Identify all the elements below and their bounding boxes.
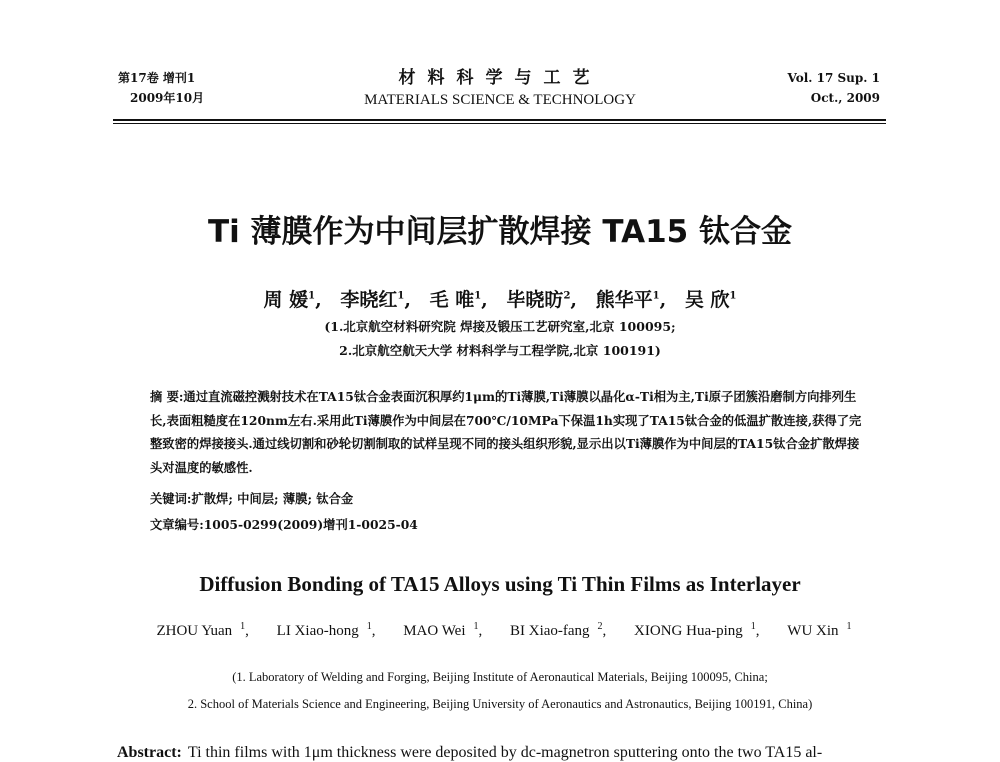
affiliation-en-2: 2. School of Materials Science and Engineering, Beijing University of Aeronautics and Astronautics, Beijing 100191, China) (187, 697, 813, 711)
author-en: ZHOU Yuan $^1$, (156, 621, 249, 639)
author-cn: 周 媛$^1$, (263, 289, 322, 311)
author-en: LI Xiao-hong $^1$, (276, 621, 376, 639)
abstract-cn-text: 通过直流磁控溅射技术在TA15钛合金表面沉积厚约1μm的Ti薄膜,Ti薄膜以晶化α-Ti相为主,Ti原子团簇沿磨制方向排列生长,表面粗糙度在120nm左右.采用此Ti薄膜作为中间层在700℃/10MPa下保温1h实现了TA15钛合金的低温扩散连接,获得了完整致密的焊接接头.通过线切割和砂轮切割制取的试样呈现不同的接头组织形貌,显示出以Ti薄膜作为中间层的TA15钛合金扩散焊接头对温度的敏感性. (150, 389, 862, 475)
author-cn: 李晓红$^1$, (340, 289, 411, 311)
author-en: XIONG Hua-ping $^1$, (634, 621, 760, 639)
affiliation-en-1: (1. Laboratory of Welding and Forging, Beijing Institute of Aeronautical Materials, Beijing 100095, China; (232, 670, 768, 684)
article-number (150, 515, 870, 533)
author-list-cn (0, 285, 1000, 312)
keywords-cn (150, 489, 870, 507)
article-number-label: 文章编号: (150, 517, 204, 532)
author-cn: 熊华平$^1$, (595, 289, 667, 311)
abstract-cn-label: 摘 要: (150, 389, 184, 404)
volume-en: Vol. 17 Sup. 1 (787, 71, 880, 85)
journal-title-cn: 材料科学与工艺 (398, 68, 602, 88)
paper-title-en: Diffusion Bonding of TA15 Alloys using Ti Thin Films as Interlayer (199, 572, 801, 596)
journal-title-en: MATERIALS SCIENCE & TECHNOLOGY (364, 92, 636, 108)
keywords-cn-label: 关键词: (150, 491, 192, 506)
article-number-text: 1005-0299(2009)增刊1-0025-04 (203, 517, 418, 532)
header-rule-bottom (113, 123, 886, 124)
date-en: Oct., 2009 (810, 91, 880, 105)
author-en: MAO Wei $^1$, (403, 621, 483, 639)
author-en: BI Xiao-fang $^2$, (509, 621, 607, 639)
header-volume-en (788, 68, 881, 108)
abstract-en (117, 744, 887, 762)
author-en: WU Xin $^1$ (787, 621, 852, 639)
author-cn: 毕晓昉$^2$, (506, 289, 578, 311)
author-list-en (0, 623, 1000, 640)
abstract-en-label: Abstract: (117, 744, 182, 761)
abstract-cn (150, 385, 870, 479)
author-cn: 毛 唯$^1$, (429, 289, 488, 311)
affiliation-cn-1: (1.北京航空材料研究院 焊接及锻压工艺研究室,北京 100095; (324, 319, 676, 334)
abstract-en-text: Ti thin films with 1μm thickness were deposited by dc-magnetron sputtering onto the two TA15 al- (187, 744, 823, 761)
paper-title-cn: Ti 薄膜作为中间层扩散焊接 TA15 钛合金 (207, 214, 793, 250)
author-cn: 吴 欣$^1$ (684, 289, 737, 311)
header-rule-top (113, 119, 886, 121)
volume-cn: 第17卷 增刊1 (118, 71, 196, 85)
date-cn: 2009年10月 (130, 91, 205, 105)
affiliation-cn-2: 2.北京航空航天大学 材料科学与工程学院,北京 100191) (339, 343, 661, 358)
keywords-cn-text: 扩散焊; 中间层; 薄膜; 钛合金 (191, 491, 354, 506)
